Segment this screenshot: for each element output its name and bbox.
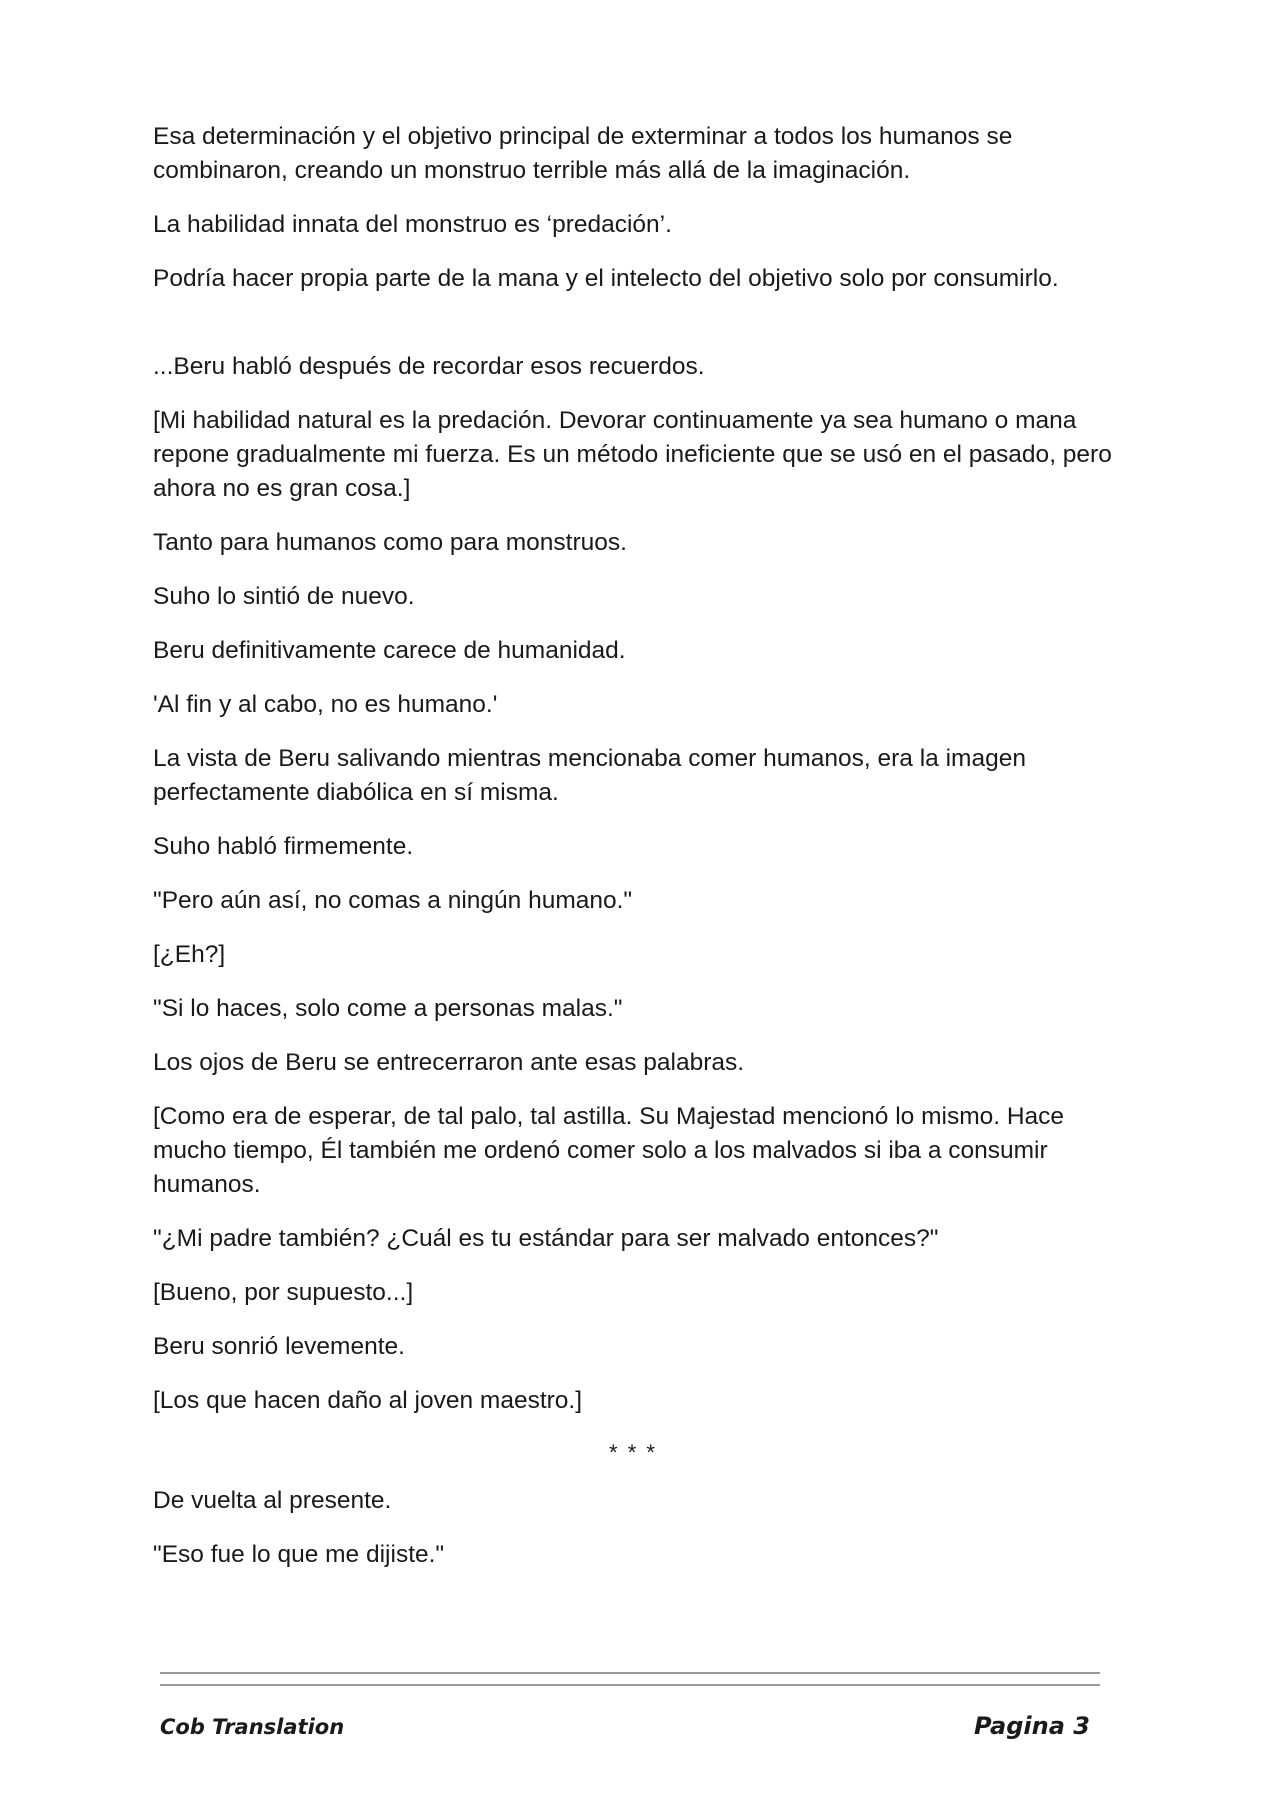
paragraph: De vuelta al presente. — [153, 1487, 392, 1514]
paragraph: Esa determinación y el objetivo principal de exterminar a todos los humanos se combinaron, creando un monstruo terrible más allá de la imaginación. — [153, 123, 1013, 184]
scene-separator: * * * — [609, 1440, 657, 1465]
paragraph: La habilidad innata del monstruo es ‘predación’. — [153, 211, 672, 238]
paragraph: Podría hacer propia parte de la mana y el intelecto del objetivo solo por consumirlo. — [153, 265, 1059, 292]
paragraph: [Como era de esperar, de tal palo, tal astilla. Su Majestad mencionó lo mismo. Hace mucho tiempo, Él también me ordenó comer solo a los malvados si iba a consumir humanos. — [153, 1103, 1065, 1198]
paragraph: Tanto para humanos como para monstruos. — [153, 529, 627, 556]
paragraph: ...Beru habló después de recordar esos recuerdos. — [153, 353, 705, 380]
paragraph: Beru sonrió levemente. — [153, 1333, 405, 1360]
paragraph: "Pero aún así, no comas a ningún humano." — [153, 887, 633, 914]
paragraph: La vista de Beru salivando mientras mencionaba comer humanos, era la imagen perfectamente diabólica en sí misma. — [153, 745, 1026, 806]
footer-divider — [160, 1672, 1100, 1674]
paragraph: Suho lo sintió de nuevo. — [153, 583, 415, 610]
paragraph: "Si lo haces, solo come a personas malas." — [153, 995, 623, 1022]
page-body — [153, 120, 1113, 1592]
paragraph: [¿Eh?] — [153, 941, 226, 968]
footer-page-number: Pagina 3 — [974, 1712, 1090, 1740]
paragraph: Los ojos de Beru se entrecerraron ante esas palabras. — [153, 1049, 745, 1076]
paragraph: 'Al fin y al cabo, no es humano.' — [153, 691, 498, 718]
paragraph: Beru definitivamente carece de humanidad. — [153, 637, 626, 664]
footer-translator-credit: Cob Translation — [160, 1715, 345, 1739]
paragraph: Suho habló firmemente. — [153, 833, 414, 860]
paragraph: "¿Mi padre también? ¿Cuál es tu estándar para ser malvado entonces?" — [153, 1225, 939, 1252]
paragraph: [Los que hacen daño al joven maestro.] — [153, 1387, 583, 1414]
footer-divider — [160, 1684, 1100, 1686]
paragraph: [Mi habilidad natural es la predación. Devorar continuamente ya sea humano o mana repone gradualmente mi fuerza. Es un método ineficiente que se usó en el pasado, pero ahora no es gran cosa.] — [153, 407, 1112, 502]
paragraph: [Bueno, por supuesto...] — [153, 1279, 414, 1306]
paragraph: "Eso fue lo que me dijiste." — [153, 1541, 445, 1568]
